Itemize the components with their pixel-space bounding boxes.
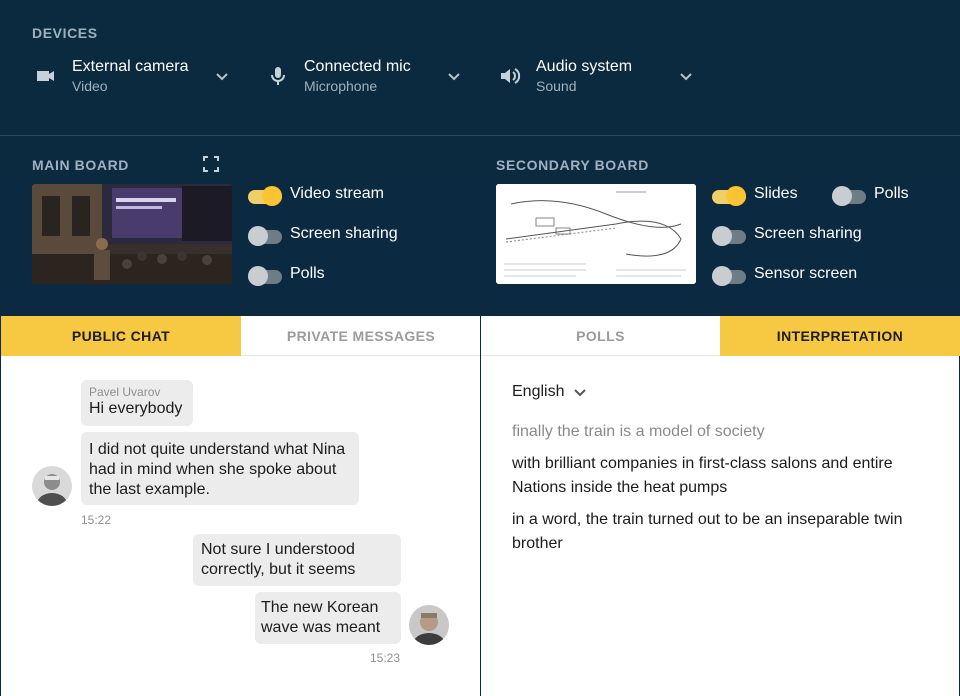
chat-message-own	[255, 592, 401, 644]
message-author: Pavel Uvarov	[89, 385, 161, 399]
chat-message	[81, 432, 359, 505]
interpretation-line: in a word, the train turned out to be an inseparable twin brother	[512, 511, 903, 552]
language-selector[interactable]: English	[512, 383, 565, 400]
message-text: The new Korean wave was meant	[261, 599, 381, 636]
secondary-polls-toggle[interactable]	[832, 188, 866, 204]
screen-sharing-toggle[interactable]	[248, 228, 282, 244]
interpretation-panel	[481, 316, 960, 696]
chevron-down-icon[interactable]	[214, 68, 230, 84]
divider	[0, 135, 960, 136]
polls-toggle[interactable]	[248, 268, 282, 284]
interpretation-line: with brilliant companies in first-class salons and entire Nations inside the heat pumps	[512, 455, 893, 496]
device-name: External camera	[72, 58, 189, 75]
avatar[interactable]	[32, 466, 72, 506]
device-type: Video	[72, 78, 108, 94]
microphone-icon	[266, 64, 290, 88]
devices-section-label: DEVICES	[32, 25, 98, 41]
chat-message	[81, 380, 193, 426]
main-board-preview[interactable]	[32, 184, 232, 284]
slides-toggle[interactable]	[712, 188, 746, 204]
toggle-label: Polls	[290, 265, 325, 282]
message-text: Not sure I understood correctly, but it seems	[201, 541, 356, 578]
toggle-label: Sensor screen	[754, 265, 858, 282]
secondary-screen-sharing-toggle[interactable]	[712, 228, 746, 244]
device-name: Connected mic	[304, 58, 411, 75]
toggle-label: Screen sharing	[754, 225, 862, 242]
main-board-video-thumbnail	[32, 184, 232, 284]
toggle-label: Slides	[754, 185, 798, 202]
tab-interpretation[interactable]: INTERPRETATION	[720, 316, 960, 356]
toggle-label: Video stream	[290, 185, 384, 202]
device-type: Sound	[536, 78, 577, 94]
tab-public-chat[interactable]: PUBLIC CHAT	[1, 316, 241, 356]
device-name: Audio system	[536, 58, 633, 75]
toggle-label: Screen sharing	[290, 225, 398, 242]
device-selector-audio[interactable]	[498, 56, 698, 100]
message-text: I did not quite understand what Nina had in mind when she spoke about the last example.	[89, 441, 346, 498]
message-text: Hi everybody	[89, 400, 183, 417]
toggle-label: Polls	[874, 185, 909, 202]
chevron-down-icon[interactable]	[573, 386, 587, 400]
user-photo-self	[409, 605, 449, 645]
chat-message-own	[193, 534, 401, 586]
secondary-board-slide-thumbnail	[496, 184, 696, 284]
device-selector-camera[interactable]	[34, 56, 234, 100]
message-time: 15:22	[81, 513, 112, 527]
video-camera-icon	[34, 64, 58, 88]
chevron-down-icon[interactable]	[678, 68, 694, 84]
tab-private-messages[interactable]: PRIVATE MESSAGES	[241, 316, 481, 356]
chevron-down-icon[interactable]	[446, 68, 462, 84]
sensor-screen-toggle[interactable]	[712, 268, 746, 284]
control-panel	[0, 0, 960, 316]
fullscreen-icon[interactable]	[203, 156, 219, 172]
main-board-label: MAIN BOARD	[32, 157, 129, 173]
device-selector-mic[interactable]	[266, 56, 466, 100]
message-time: 15:23	[370, 651, 401, 665]
chat-panel	[0, 316, 480, 696]
user-photo-pavel	[32, 466, 72, 506]
tab-polls[interactable]: POLLS	[481, 316, 720, 356]
avatar[interactable]	[409, 605, 449, 645]
device-type: Microphone	[304, 78, 378, 94]
video-stream-toggle[interactable]	[248, 188, 282, 204]
secondary-board-preview[interactable]	[496, 184, 696, 284]
speaker-icon	[498, 64, 522, 88]
interpretation-line: finally the train is a model of society	[512, 423, 765, 440]
secondary-board-label: SECONDARY BOARD	[496, 157, 649, 173]
